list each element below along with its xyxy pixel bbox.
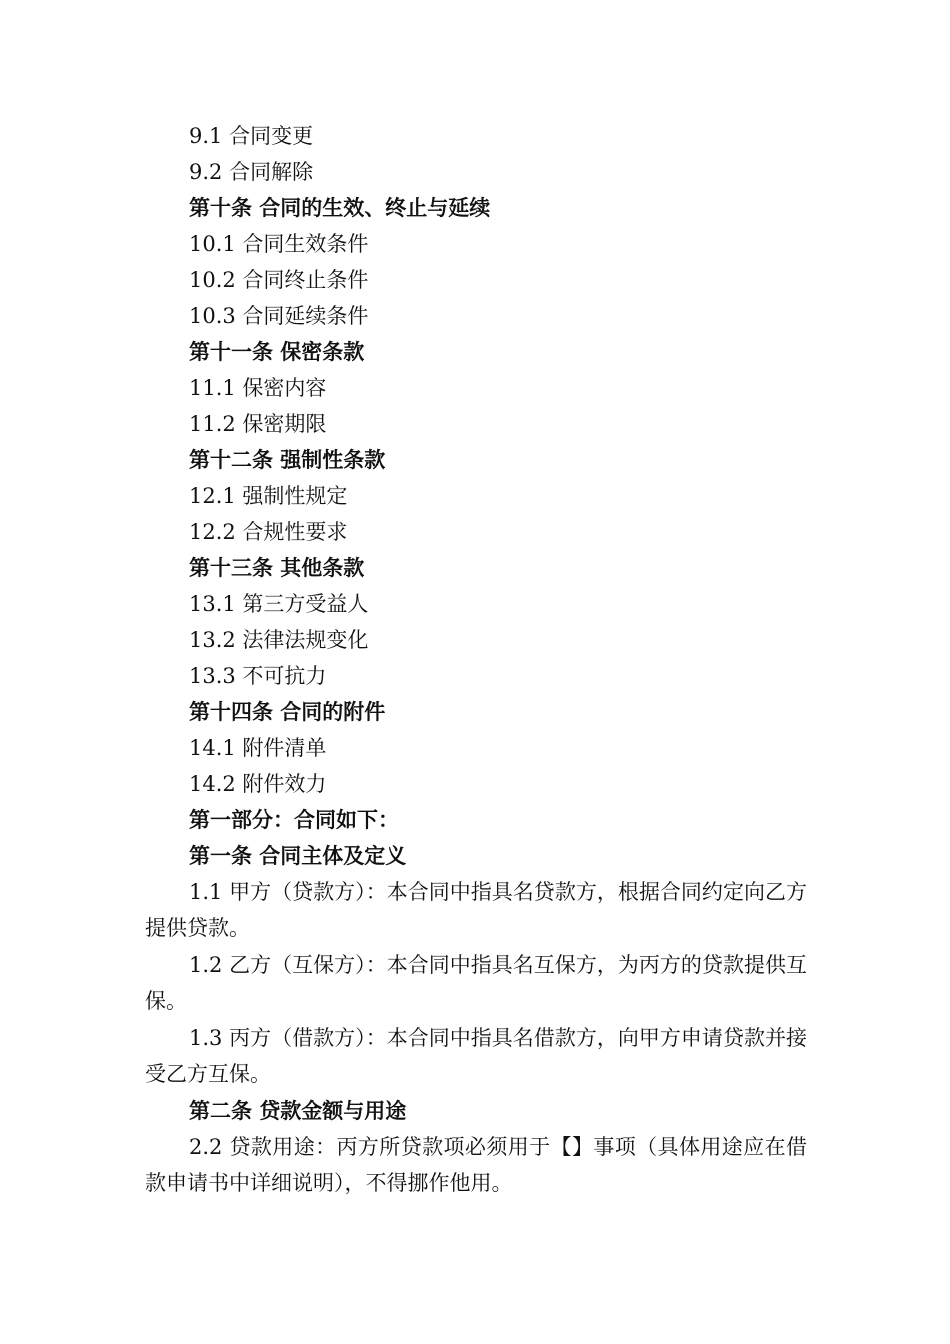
outline-clause-item: 13.2 法律法规变化 xyxy=(189,628,369,652)
outline-clause-item: 12.2 合规性要求 xyxy=(189,520,348,544)
contract-outline xyxy=(145,118,807,802)
outline-article-heading: 第十三条 其他条款 xyxy=(189,555,365,580)
outline-clause-item: 10.3 合同延续条件 xyxy=(189,304,369,328)
document-page xyxy=(145,118,807,1202)
outline-article-heading: 第十条 合同的生效、终止与延续 xyxy=(189,195,491,220)
article-1-clause-3: 1.3 丙方（借款方）：本合同中指具名借款方，向甲方申请贷款并接受乙方互保。 xyxy=(145,1026,807,1086)
outline-clause-item: 11.1 保密内容 xyxy=(189,376,327,400)
outline-clause-item: 13.3 不可抗力 xyxy=(189,664,327,688)
article-2-clause-2: 2.2 贷款用途：丙方所贷款项必须用于【】事项（具体用途应在借款申请书中详细说明），不得挪作他用。 xyxy=(145,1135,807,1195)
outline-clause-item: 9.2 合同解除 xyxy=(189,160,314,184)
article-2-title: 第二条 贷款金额与用途 xyxy=(189,1098,407,1123)
outline-clause-item: 13.1 第三方受益人 xyxy=(189,592,369,616)
outline-article-heading: 第十四条 合同的附件 xyxy=(189,699,386,724)
outline-article-heading: 第十一条 保密条款 xyxy=(189,339,365,364)
part-title: 第一部分：合同如下： xyxy=(189,807,399,832)
outline-article-heading: 第十二条 强制性条款 xyxy=(189,447,386,472)
outline-clause-item: 14.1 附件清单 xyxy=(189,736,327,760)
outline-clause-item: 11.2 保密期限 xyxy=(189,412,327,436)
article-1-clause-1: 1.1 甲方（贷款方）：本合同中指具名贷款方，根据合同约定向乙方提供贷款。 xyxy=(145,880,807,940)
article-1-clause-2: 1.2 乙方（互保方）：本合同中指具名互保方，为丙方的贷款提供互保。 xyxy=(145,953,807,1013)
outline-clause-item: 9.1 合同变更 xyxy=(189,124,314,148)
article-1-title: 第一条 合同主体及定义 xyxy=(189,843,407,868)
outline-clause-item: 14.2 附件效力 xyxy=(189,772,327,796)
outline-clause-item: 10.1 合同生效条件 xyxy=(189,232,369,256)
outline-clause-item: 10.2 合同终止条件 xyxy=(189,268,369,292)
outline-clause-item: 12.1 强制性规定 xyxy=(189,484,348,508)
